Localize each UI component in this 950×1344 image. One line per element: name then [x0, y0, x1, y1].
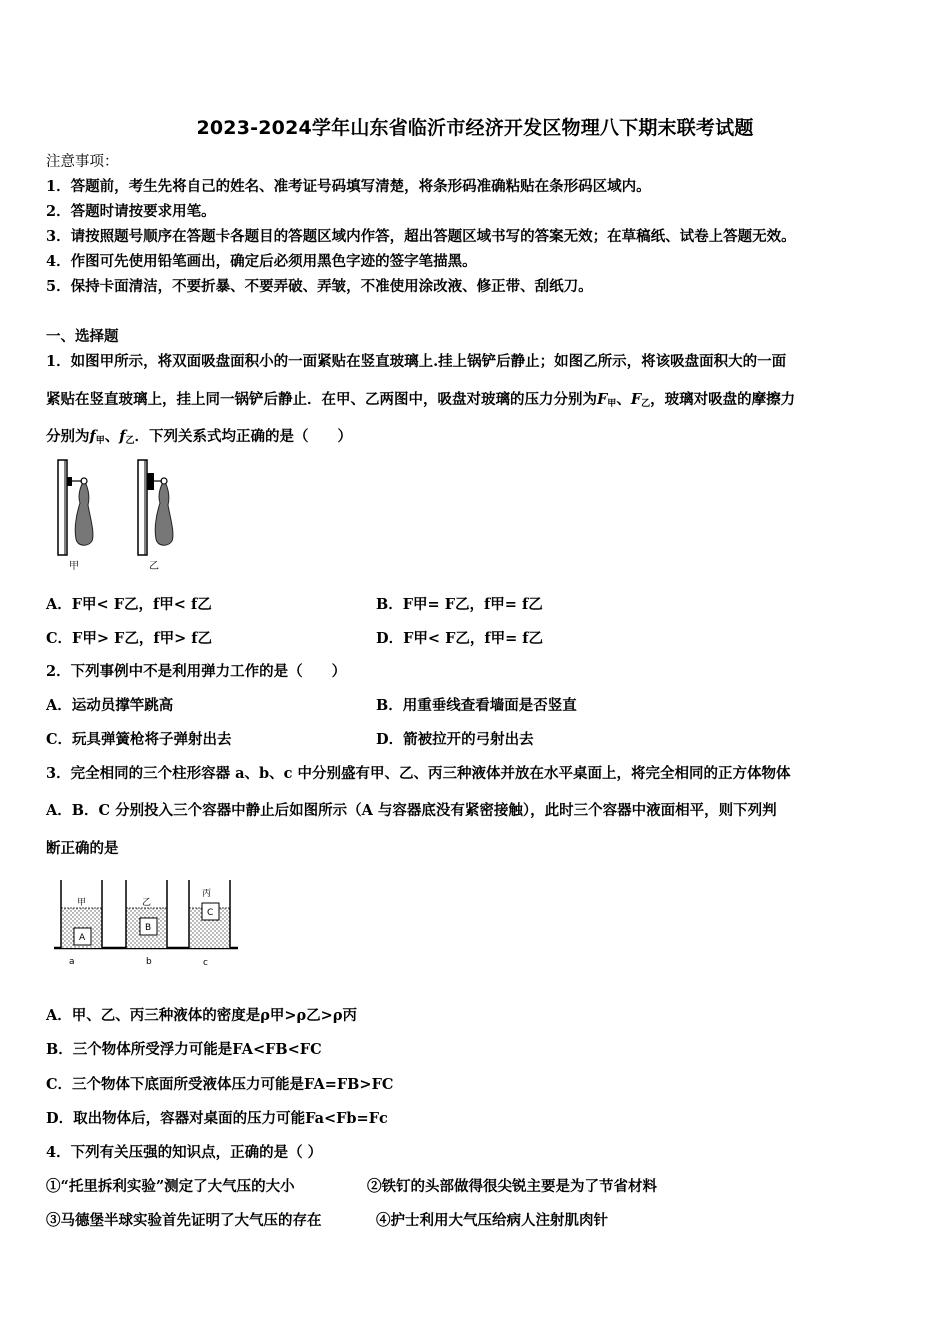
section-heading: 一、选择题 — [46, 328, 119, 345]
svg-text:甲: 甲 — [77, 898, 87, 908]
q4-stem: 4．下列有关压强的知识点，正确的是（ ） — [46, 1144, 323, 1161]
svg-text:乙: 乙 — [142, 898, 152, 908]
notice-item-1: 1．答题前，考生先将自己的姓名、准考证号码填写清楚，将条形码准确粘贴在条形码区域内。 — [46, 178, 651, 195]
svg-text:C: C — [207, 908, 214, 918]
svg-text:a: a — [69, 957, 75, 967]
q4-item-2: ②铁钉的头部做得很尖锐主要是为了节省材料 — [367, 1178, 657, 1195]
q1-option-b[interactable]: B．F甲= F乙，f甲= f乙 — [376, 596, 543, 613]
q3-figure — [52, 872, 242, 972]
q4-item-3: ③马德堡半球实验首先证明了大气压的存在 — [46, 1212, 322, 1229]
exam-title: 2023-2024学年山东省临沂市经济开发区物理八下期末联考试题 — [196, 117, 754, 139]
notice-heading: 注意事项： — [46, 154, 119, 170]
svg-text:乙: 乙 — [149, 561, 159, 572]
q2-option-b[interactable]: B．用重垂线查看墙面是否竖直 — [376, 697, 577, 714]
q3-container-b — [126, 880, 167, 967]
q2-stem: 2．下列事例中不是利用弹力工作的是（ ） — [46, 663, 347, 680]
q1-option-d[interactable]: D．F甲< F乙，f甲= f乙 — [376, 630, 544, 647]
notice-item-2: 2．答题时请按要求用笔。 — [46, 203, 216, 220]
notice-item-3: 3．请按照题号顺序在答题卡各题目的答题区域内作答，超出答题区域书写的答案无效；在草稿纸、试卷上答题无效。 — [46, 228, 796, 245]
svg-text:A: A — [79, 933, 86, 943]
q2-option-d[interactable]: D．箭被拉开的弓射出去 — [376, 731, 534, 748]
q1-figure-yi — [138, 460, 173, 572]
svg-text:c: c — [203, 958, 208, 968]
q1-line-2-text: 紧贴在竖直玻璃上，挂上同一锅铲后静止．在甲、乙两图中，吸盘对玻璃的压力分别为 — [46, 391, 597, 408]
q2-option-c[interactable]: C．玩具弹簧枪将子弹射出去 — [46, 731, 232, 748]
q3-line-1: 3．完全相同的三个柱形容器 a、b、c 中分别盛有甲、乙、丙三种液体并放在水平桌面上，将完全相同的正方体物体 — [46, 765, 791, 782]
svg-text:b: b — [146, 957, 152, 967]
q1-option-c[interactable]: C．F甲> F乙，f甲> f乙 — [46, 630, 212, 647]
q1-line-3: 分别为$f_甲$、$f_乙$．下列关系式均正确的是（ ） — [46, 428, 353, 446]
q3-option-a[interactable]: A．甲、乙、丙三种液体的密度是ρ甲>ρ乙>ρ丙 — [46, 1007, 357, 1024]
q3-option-b[interactable]: B．三个物体所受浮力可能是FA<FB<FC — [46, 1041, 322, 1058]
q2-option-a[interactable]: A．运动员撑竿跳高 — [46, 697, 174, 714]
q3-line-2: A．B．C 分别投入三个容器中静止后如图所示（A 与容器底没有紧密接触），此时三个容器中液面相平，则下列判 — [46, 802, 777, 819]
svg-text:丙: 丙 — [202, 889, 212, 899]
q1-figure — [52, 455, 202, 573]
notice-item-4: 4．作图可先使用铅笔画出，确定后必须用黑色字迹的签字笔描黑。 — [46, 253, 477, 270]
q3-container-c — [189, 880, 230, 968]
q4-item-4: ④护士利用大气压给病人注射肌肉针 — [376, 1212, 608, 1229]
q1-line-1: 1．如图甲所示，将双面吸盘面积小的一面紧贴在竖直玻璃上.挂上锅铲后静止；如图乙所示，将该吸盘面积大的一面 — [46, 353, 787, 370]
q1-option-a[interactable]: A．F甲< F乙，f甲< f乙 — [46, 596, 212, 613]
q1-line-2-tail: ，玻璃对吸盘的摩擦力 — [650, 391, 796, 408]
q3-container-a — [61, 880, 102, 967]
q1-line-2: 紧贴在竖直玻璃上，挂上同一锅铲后静止．在甲、乙两图中，吸盘对玻璃的压力分别为$F_甲$、$F_乙$，玻璃对吸盘的摩擦力 — [46, 391, 796, 409]
svg-text:B: B — [145, 923, 152, 933]
q3-line-3: 断正确的是 — [46, 840, 119, 857]
q3-option-c[interactable]: C．三个物体下底面所受液体压力可能是FA=FB>FC — [46, 1076, 394, 1093]
svg-text:甲: 甲 — [69, 561, 79, 572]
q4-item-1: ①“托里拆利实验”测定了大气压的大小 — [46, 1178, 295, 1195]
notice-item-5: 5．保持卡面清洁，不要折暴、不要弄破、弄皱，不准使用涂改液、修正带、刮纸刀。 — [46, 278, 593, 295]
q1-figure-jia — [58, 460, 93, 572]
q3-option-d[interactable]: D．取出物体后，容器对桌面的压力可能Fa<Fb=Fc — [46, 1110, 388, 1127]
